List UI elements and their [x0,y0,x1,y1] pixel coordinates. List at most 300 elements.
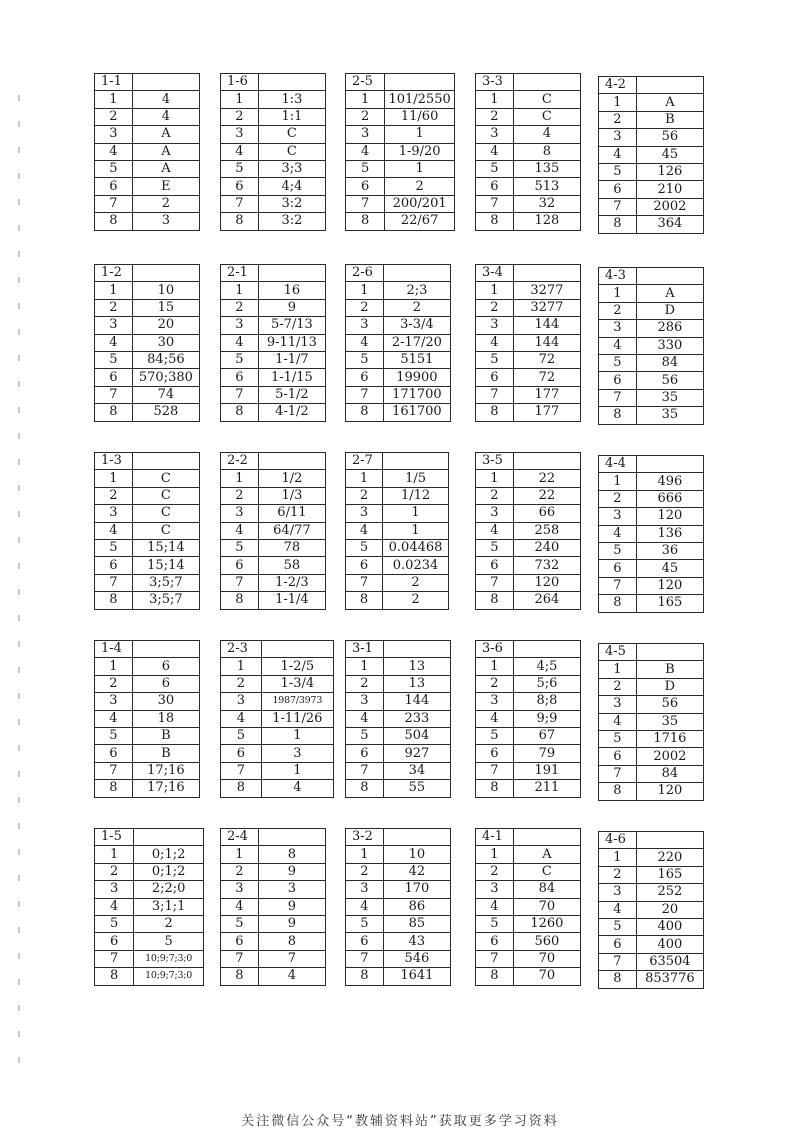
answer-cell: 220 [636,849,703,866]
question-number: 4 [95,710,133,727]
question-number: 4 [346,334,384,351]
answer-table-3-2 [345,828,451,986]
answer-cell: 6 [132,675,199,692]
answer-cell: 34 [383,762,450,779]
answer-cell: 30 [132,693,199,710]
question-number: 8 [346,968,384,985]
table-row [221,299,326,316]
question-number: 5 [346,915,384,932]
table-id: 1-5 [95,829,134,846]
answer-cell: 4 [513,126,580,143]
question-number: 5 [346,160,385,177]
question-number: 8 [476,213,514,230]
table-row [346,282,451,299]
answer-cell: 1 [385,160,455,177]
question-number: 2 [95,863,134,880]
table-row [599,849,704,866]
question-number: 7 [95,762,133,779]
binding-mark [18,771,20,777]
table-header-blank [132,453,199,470]
answer-cell: 13 [383,658,450,675]
table-header-blank [513,453,580,470]
question-number: 1 [95,658,133,675]
answer-cell: 2 [383,574,449,591]
question-number: 5 [599,730,637,747]
answer-cell: 1716 [636,730,703,747]
question-number: 1 [476,846,514,863]
question-number: 4 [346,898,384,915]
footer-note: 关注微信公众号“教辅资料站”获取更多学习资料 [241,1114,559,1129]
answer-cell: 1/12 [383,487,449,504]
question-number: 3 [476,126,514,143]
answer-cell: 70 [513,898,580,915]
answer-cell: C [132,470,199,487]
table-row [95,762,200,779]
table-id: 1-6 [221,74,259,91]
table-row [346,143,455,160]
answer-cell: A [132,126,199,143]
answer-cell: 252 [636,884,703,901]
table-row [346,710,451,727]
table-row [95,950,204,967]
question-number: 8 [346,404,384,421]
answer-table-2-1 [220,264,326,422]
question-number: 1 [221,470,259,487]
answer-cell: 56 [636,372,703,389]
table-header-blank [636,644,703,661]
question-number: 6 [221,745,262,762]
question-number: 2 [346,108,385,125]
table-row [95,91,200,108]
table-row [599,678,704,695]
answer-cell: 2002 [636,748,703,765]
question-number: 5 [221,539,259,556]
answer-table-4-5 [598,643,704,801]
table-id: 4-3 [599,268,637,285]
answer-cell: 9 [258,863,325,880]
binding-mark [18,537,20,543]
answer-cell: 85 [383,915,450,932]
answer-cell: 120 [636,577,703,594]
answer-cell: 1-9/20 [385,143,455,160]
question-number: 5 [95,915,134,932]
question-number: 4 [599,525,637,542]
answer-table-3-1 [345,640,451,798]
table-row [95,386,200,403]
answer-cell: 8 [258,846,325,863]
answer-cell: 3;5;7 [132,574,199,591]
table-row [95,658,200,675]
question-number: 7 [476,762,514,779]
question-number: 5 [599,542,637,559]
answer-cell: 258 [513,522,580,539]
table-row [346,898,451,915]
answer-cell: 136 [636,525,703,542]
question-number: 4 [346,710,384,727]
table-header-blank [258,829,325,846]
question-number: 2 [95,675,133,692]
table-row [95,539,200,556]
question-number: 3 [476,505,514,522]
answer-cell: 3;3 [258,160,325,177]
question-number: 2 [599,678,637,695]
table-id: 1-2 [95,265,133,282]
question-number: 1 [476,470,514,487]
answer-cell: 45 [636,146,703,163]
table-row [221,126,326,143]
answer-cell: D [636,678,703,695]
table-row [95,369,200,386]
table-row [95,710,200,727]
answer-cell: 200/201 [385,195,455,212]
table-row [599,94,704,111]
table-row [476,178,581,195]
table-id: 3-3 [476,74,514,91]
table-row [346,727,451,744]
binding-mark [18,667,20,673]
table-header-blank [261,641,333,658]
table-row [346,557,449,574]
table-row [221,863,326,880]
table-row [346,160,455,177]
question-number: 8 [221,404,259,421]
table-header-blank [383,265,450,282]
table-row [95,299,200,316]
answer-cell: 1:3 [258,91,325,108]
table-row [221,658,334,675]
answer-cell: 128 [513,213,580,230]
answer-cell: 17;16 [132,762,199,779]
table-row [221,727,334,744]
question-number: 2 [346,675,384,692]
table-row [599,577,704,594]
binding-mark [18,433,20,439]
question-number: 4 [221,522,259,539]
table-row [599,372,704,389]
answer-cell: C [132,487,199,504]
table-row [95,522,200,539]
table-id: 1-4 [95,641,133,658]
question-number: 8 [599,971,637,988]
question-number: 4 [599,901,637,918]
answer-cell: 1-2/5 [261,658,333,675]
answer-cell: 43 [383,933,450,950]
table-id: 3-2 [346,829,384,846]
question-number: 4 [221,143,259,160]
question-number: 5 [221,160,259,177]
answer-cell: A [132,143,199,160]
question-number: 6 [476,178,514,195]
table-id: 3-6 [476,641,514,658]
answer-cell: 20 [636,901,703,918]
binding-mark [18,641,20,647]
question-number: 2 [95,487,133,504]
table-row [346,470,449,487]
table-row [476,522,581,539]
table-row [599,542,704,559]
table-row [476,968,581,985]
answer-table-2-2 [220,452,326,610]
question-number: 6 [95,557,133,574]
table-row [476,710,581,727]
question-number: 2 [599,111,637,128]
question-number: 2 [221,108,259,125]
answer-cell: 35 [636,389,703,406]
table-row [599,146,704,163]
table-id: 2-5 [346,74,385,91]
table-row [346,404,451,421]
answer-cell: 4 [261,780,333,797]
answer-cell: 126 [636,163,703,180]
question-number: 7 [221,195,259,212]
table-header-blank [134,829,204,846]
table-row [346,950,451,967]
question-number: 8 [476,780,514,797]
answer-cell: 1/5 [383,470,449,487]
table-id: 2-3 [221,641,262,658]
question-number: 7 [95,386,133,403]
table-row [346,213,455,230]
question-number: 7 [95,574,133,591]
answer-cell: 120 [636,508,703,525]
table-row [346,693,451,710]
answer-cell: 17;16 [132,780,199,797]
binding-mark [18,459,20,465]
table-row [599,337,704,354]
table-row [346,299,451,316]
binding-mark [18,563,20,569]
question-number: 4 [599,337,637,354]
answer-cell: 84 [636,765,703,782]
answer-cell: 1/2 [258,470,325,487]
question-number: 4 [221,334,259,351]
table-row [221,693,334,710]
question-number: 3 [221,505,259,522]
question-number: 5 [95,727,133,744]
answer-cell: 2 [383,299,450,316]
table-row [599,181,704,198]
table-row [599,661,704,678]
question-number: 1 [599,661,637,678]
answer-table-4-3 [598,267,704,425]
answer-cell: 513 [513,178,580,195]
answer-cell: D [636,302,703,319]
answer-cell: 853776 [636,971,703,988]
table-header-blank [385,74,455,91]
table-row [346,108,455,125]
question-number: 6 [476,745,514,762]
table-row [95,505,200,522]
answer-cell: 1-2/3 [258,574,325,591]
question-number: 2 [476,487,514,504]
table-row [95,898,204,915]
answer-cell: 9 [258,898,325,915]
table-row [476,108,581,125]
answer-cell: 74 [132,386,199,403]
answer-cell: 63504 [636,953,703,970]
answer-cell: 2 [134,915,204,932]
answer-cell: 161700 [383,404,450,421]
answer-cell: 20 [132,317,199,334]
answer-table-3-6 [475,640,581,798]
table-row [346,846,451,863]
answer-cell: 9-11/13 [258,334,325,351]
question-number: 7 [346,950,384,967]
table-row [599,407,704,424]
answer-cell: 666 [636,490,703,507]
question-number: 1 [476,91,514,108]
table-row [476,933,581,950]
question-number: 3 [599,508,637,525]
question-number: 3 [95,881,134,898]
answer-cell: 67 [513,727,580,744]
answer-cell: 22/67 [385,213,455,230]
answer-cell: 72 [513,351,580,368]
table-header-blank [513,829,580,846]
table-header-blank [383,453,449,470]
table-row [599,595,704,612]
table-id: 4-1 [476,829,514,846]
question-number: 7 [346,762,384,779]
answer-cell: 32 [513,195,580,212]
table-row [476,334,581,351]
question-number: 7 [221,574,259,591]
table-id: 1-1 [95,74,133,91]
answer-cell: 3277 [513,299,580,316]
question-number: 1 [599,473,637,490]
answer-cell: 120 [636,783,703,800]
question-number: 7 [599,389,637,406]
question-number: 4 [95,143,133,160]
binding-mark [18,147,20,153]
question-number: 6 [95,178,133,195]
answer-cell: 135 [513,160,580,177]
table-row [476,658,581,675]
answer-cell: 5;6 [513,675,580,692]
table-row [346,745,451,762]
answer-cell: A [513,846,580,863]
table-header-blank [513,641,580,658]
table-row [95,592,200,609]
answer-cell: 330 [636,337,703,354]
table-header-blank [636,456,703,473]
table-row [599,730,704,747]
binding-mark [18,1031,20,1037]
table-row [476,950,581,967]
table-row [221,334,326,351]
question-number: 6 [346,557,383,574]
answer-cell: 13 [383,675,450,692]
table-id: 4-4 [599,456,637,473]
question-number: 4 [476,143,514,160]
table-header-blank [132,641,199,658]
answer-cell: 286 [636,320,703,337]
table-row [476,213,581,230]
table-row [346,762,451,779]
answer-cell: 10;9;7;3;0 [134,968,204,985]
question-number: 3 [476,881,514,898]
table-row [476,693,581,710]
table-id: 4-2 [599,77,637,94]
table-row [221,522,326,539]
answer-cell: 1987/3973 [261,693,333,710]
table-row [476,505,581,522]
table-row [95,968,204,985]
question-number: 3 [95,126,133,143]
binding-mark [18,95,20,101]
answer-cell: 1-1/4 [258,592,325,609]
question-number: 6 [476,369,514,386]
answer-cell: 3 [258,881,325,898]
answer-table-1-2 [94,264,200,422]
table-row [476,762,581,779]
table-row [599,765,704,782]
table-row [95,213,200,230]
table-row [95,574,200,591]
table-row [599,320,704,337]
binding-mark [18,979,20,985]
answer-table-4-2 [598,76,704,234]
question-number: 5 [221,915,259,932]
table-row [346,592,449,609]
answer-cell: 4 [132,108,199,125]
question-number: 5 [599,918,637,935]
answer-cell: 1-11/26 [261,710,333,727]
answer-cell: 170 [383,881,450,898]
answer-cell: 171700 [383,386,450,403]
question-number: 4 [476,522,514,539]
table-row [476,557,581,574]
answer-cell: 546 [383,950,450,967]
answer-cell: 72 [513,369,580,386]
answer-cell: 5-1/2 [258,386,325,403]
answer-cell: 3;5;7 [132,592,199,609]
table-row [95,915,204,932]
answer-table-3-5 [475,452,581,610]
table-row [221,213,326,230]
table-row [346,863,451,880]
table-row [95,693,200,710]
answer-cell: 528 [132,404,199,421]
table-row [95,178,200,195]
binding-mark [18,199,20,205]
table-row [346,675,451,692]
question-number: 2 [95,108,133,125]
table-header-blank [132,74,199,91]
table-row [599,354,704,371]
table-row [221,470,326,487]
question-number: 4 [599,713,637,730]
table-row [599,216,704,233]
answer-cell: 36 [636,542,703,559]
table-header-blank [258,453,325,470]
binding-mark [18,849,20,855]
question-number: 4 [221,710,262,727]
question-number: 7 [476,574,514,591]
question-number: 1 [346,470,383,487]
table-row [346,91,455,108]
table-id: 2-7 [346,453,383,470]
question-number: 6 [599,560,637,577]
table-row [346,780,451,797]
question-number: 8 [95,592,133,609]
table-row [476,881,581,898]
answer-cell: 1:1 [258,108,325,125]
table-row [476,574,581,591]
table-row [599,901,704,918]
answer-cell: 35 [636,713,703,730]
question-number: 1 [599,94,637,111]
